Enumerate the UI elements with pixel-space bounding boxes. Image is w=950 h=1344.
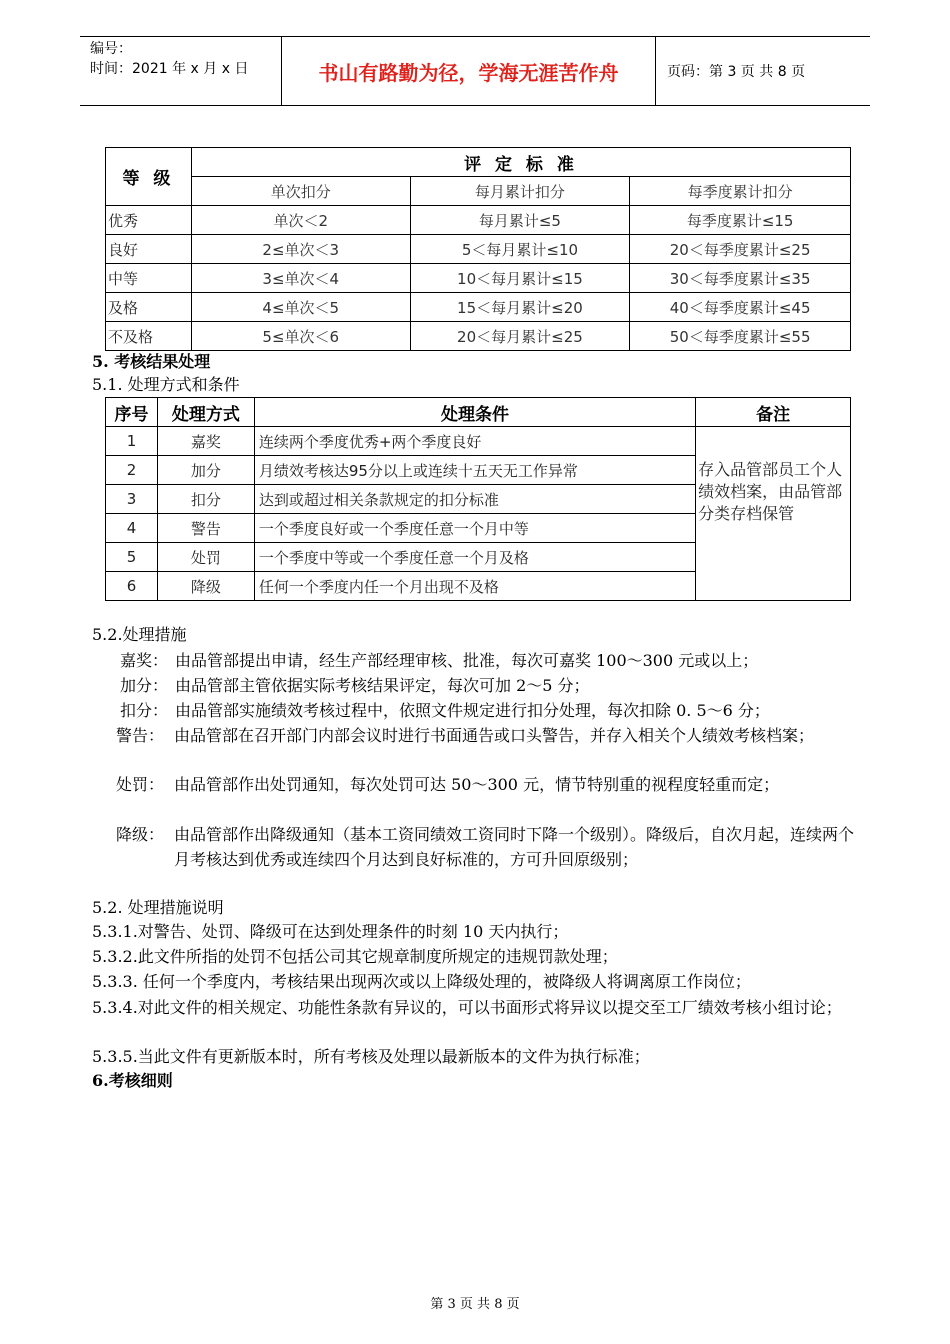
row-method: 加分 [157, 456, 254, 485]
measure-text: 由品管部作出降级通知（基本工资同绩效工资同时下降一个级别）。降级后，自次月起，连续两个月考核达到优秀或连续四个月达到良好标准的，方可升回原级别； [174, 825, 855, 869]
header-no: 序号 [106, 398, 158, 427]
grade-cell: 优秀 [106, 206, 192, 235]
measure-label: 处罚： [116, 775, 165, 794]
grade-cell: 中等 [106, 264, 192, 293]
measure-label: 嘉奖： [120, 651, 169, 670]
sub-header-monthly: 每月累计扣分 [410, 177, 630, 206]
measure-label: 警告： [116, 726, 165, 745]
grade-standard-table [105, 147, 851, 351]
document-date: 时间：2021 年 x 月 x 日 [90, 61, 249, 77]
measure-text: 由品管部作出处罚通知，每次处罚可达 50～300 元，情节特别重的视程度轻重而定； [174, 775, 780, 794]
quarterly-cell: 30＜每季度累计≤35 [630, 264, 851, 293]
row-condition: 达到或超过相关条款规定的扣分标准 [254, 485, 695, 514]
row-condition: 任何一个季度内任一个月出现不及格 [254, 572, 695, 601]
sub-header-quarterly: 每季度累计扣分 [630, 177, 851, 206]
quarterly-cell: 每季度累计≤15 [630, 206, 851, 235]
measure-text: 由品管部在召开部门内部会议时进行书面通告或口头警告，并存入相关个人绩效考核档案； [174, 726, 815, 745]
document-number-label: 编号： [90, 41, 132, 57]
single-cell: 4≤单次＜5 [191, 293, 410, 322]
monthly-cell: 每月累计≤5 [410, 206, 630, 235]
note-item: 5.3.5.当此文件有更新版本时，所有考核及处理以最新版本的文件为执行标准； [92, 1047, 650, 1066]
grade-cell: 及格 [106, 293, 192, 322]
row-condition: 一个季度良好或一个季度任意一个月中等 [254, 514, 695, 543]
standard-header: 评 定 标 准 [191, 148, 850, 177]
grade-cell: 不及格 [106, 322, 192, 351]
row-condition: 月绩效考核达95分以上或连续十五天无工作异常 [254, 456, 695, 485]
row-method: 嘉奖 [157, 427, 254, 456]
table-row [106, 322, 851, 351]
measure-text: 由品管部实施绩效考核过程中，依照文件规定进行扣分处理，每次扣除 0. 5～6 分； [175, 701, 770, 720]
table-row [106, 235, 851, 264]
note-item: 5.3.1.对警告、处罚、降级可在达到处理条件的时刻 10 天内执行； [92, 922, 569, 941]
single-cell: 单次＜2 [191, 206, 410, 235]
section-5-3-title: 5.2. 处理措施说明 [92, 898, 224, 917]
row-condition: 连续两个季度优秀+两个季度良好 [254, 427, 695, 456]
measure-text: 由品管部主管依据实际考核结果评定，每次可加 2～5 分； [175, 676, 590, 695]
row-method: 处罚 [157, 543, 254, 572]
section-5-2-title: 5.2.处理措施 [92, 625, 187, 644]
table-row [106, 206, 851, 235]
row-no: 5 [106, 543, 158, 572]
table-row [106, 427, 851, 456]
section-5-title: 5. 考核结果处理 [92, 352, 211, 371]
monthly-cell: 10＜每月累计≤15 [410, 264, 630, 293]
row-method: 扣分 [157, 485, 254, 514]
note-item: 5.3.4.对此文件的相关规定、功能性条款有异议的，可以书面形式将异议以提交至工厂绩效考核小组讨论； [92, 998, 842, 1017]
process-table [105, 397, 851, 601]
measure-label: 降级： [116, 825, 165, 844]
header-method: 处理方式 [157, 398, 254, 427]
single-cell: 3≤单次＜4 [191, 264, 410, 293]
row-no: 4 [106, 514, 158, 543]
page-header [80, 36, 870, 106]
header-note: 备注 [696, 398, 851, 427]
header-meta [80, 37, 282, 105]
header-page-code: 页码：第 3 页 共 8 页 [667, 64, 806, 80]
monthly-cell: 15＜每月累计≤20 [410, 293, 630, 322]
row-method: 降级 [157, 572, 254, 601]
measure-text: 由品管部提出申请，经生产部经理审核、批准，每次可嘉奖 100～300 元或以上； [175, 651, 759, 670]
sub-header-single: 单次扣分 [191, 177, 410, 206]
note-cell: 存入品管部员工个人绩效档案，由品管部分类存档保管 [696, 427, 851, 601]
grade-cell: 良好 [106, 235, 192, 264]
monthly-cell: 20＜每月累计≤25 [410, 322, 630, 351]
note-item: 5.3.2.此文件所指的处罚不包括公司其它规章制度所规定的违规罚款处理； [92, 947, 618, 966]
quarterly-cell: 20＜每季度累计≤25 [630, 235, 851, 264]
row-no: 2 [106, 456, 158, 485]
header-motto: 书山有路勤为径，学海无涯苦作舟 [282, 37, 656, 105]
quarterly-cell: 50＜每季度累计≤55 [630, 322, 851, 351]
single-cell: 2≤单次＜3 [191, 235, 410, 264]
row-no: 1 [106, 427, 158, 456]
page-footer: 第 3 页 共 8 页 [430, 1297, 520, 1312]
row-method: 警告 [157, 514, 254, 543]
section-5-1-title: 5.1. 处理方式和条件 [92, 375, 240, 394]
measure-label: 加分： [120, 676, 169, 695]
note-item: 5.3.3. 任何一个季度内，考核结果出现两次或以上降级处理的，被降级人将调离原工作岗位； [92, 972, 751, 991]
row-no: 3 [106, 485, 158, 514]
table-row [106, 293, 851, 322]
header-condition: 处理条件 [254, 398, 695, 427]
table-row [106, 264, 851, 293]
quarterly-cell: 40＜每季度累计≤45 [630, 293, 851, 322]
section-6-title: 6.考核细则 [92, 1071, 173, 1090]
row-condition: 一个季度中等或一个季度任意一个月及格 [254, 543, 695, 572]
monthly-cell: 5＜每月累计≤10 [410, 235, 630, 264]
single-cell: 5≤单次＜6 [191, 322, 410, 351]
grade-header: 等 级 [106, 148, 192, 206]
row-no: 6 [106, 572, 158, 601]
measure-label: 扣分： [120, 701, 169, 720]
